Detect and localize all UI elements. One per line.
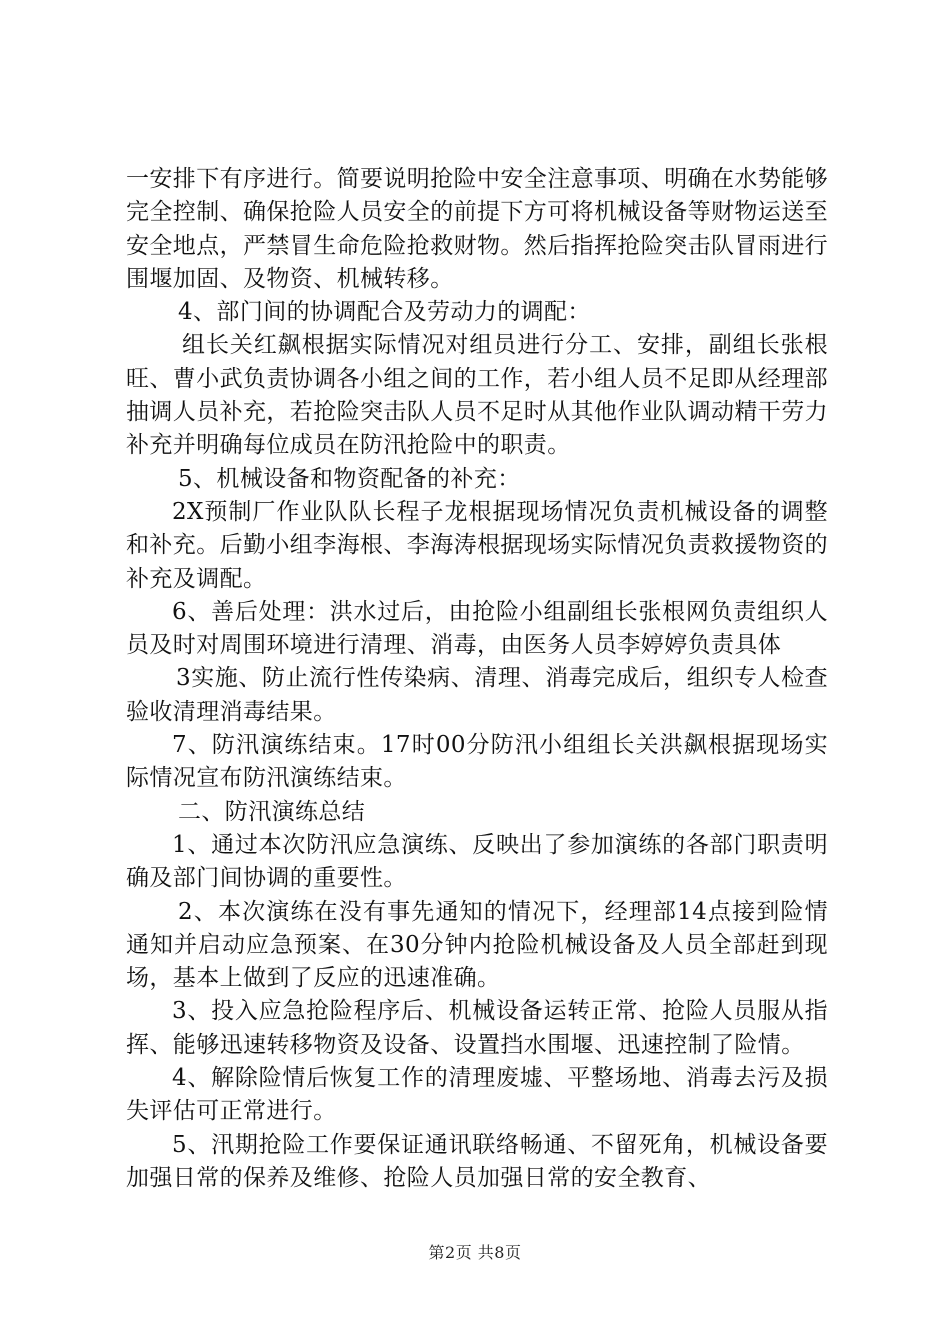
- paragraph-equipment: 2X预制厂作业队队长程子龙根据现场情况负责机械设备的调整和补充。后勤小组李海根、李海涛根据现场实际情况负责救援物资的补充及调配。: [126, 498, 828, 592]
- heading-equipment: 5、机械设备和物资配备的补充：: [178, 465, 521, 492]
- paragraph-coordination: 组长关红飙根据实际情况对组员进行分工、安排，副组长张根旺、曹小武负责协调各小组之间的工作，若小组人员不足即从经理部抽调人员补充，若抢险突击队人员不足时从其他作业队调动精干劳力补充并明确每位成员在防汛抢险中的职责。: [126, 332, 828, 459]
- paragraph-aftermath: 6、善后处理：洪水过后，由抢险小组副组长张根网负责组织人员及时对周围环境进行清理、消毒，由医务人员李婷婷负责具体: [126, 598, 828, 659]
- paragraph-drill-end: 7、防汛演练结束。17时00分防汛小组组长关洪飙根据现场实际情况宣布防汛演练结束。: [126, 732, 828, 792]
- heading-coordination: 4、部门间的协调配合及劳动力的调配：: [178, 299, 591, 326]
- heading-summary: 二、防汛演练总结: [178, 798, 366, 825]
- paragraph-continuation: 一安排下有序进行。简要说明抢险中安全注意事项、明确在水势能够完全控制、确保抢险人员安全的前提下方可将机械设备等财物运送至安全地点，严禁冒生命危险抢救财物。然后指挥抢险突击队冒雨进行围堰加固、及物资、机械转移。: [126, 166, 828, 292]
- summary-item-1: 1、通过本次防汛应急演练、反映出了参加演练的各部门职责明确及部门间协调的重要性。: [126, 831, 828, 892]
- paragraph-implementation: 3实施、防止流行性传染病、清理、消毒完成后，组织专人检查验收清理消毒结果。: [126, 665, 828, 725]
- document-body: [126, 163, 828, 1195]
- summary-item-4: 4、解除险情后恢复工作的清理废墟、平整场地、消毒去污及损失评估可正常进行。: [126, 1065, 828, 1125]
- page-number-footer: 第2页 共8页: [428, 1243, 522, 1262]
- summary-item-2: 2、本次演练在没有事先通知的情况下，经理部14点接到险情通知并启动应急预案、在30分钟内抢险机械设备及人员全部赶到现场，基本上做到了反应的迅速准确。: [126, 898, 828, 992]
- summary-item-5: 5、汛期抢险工作要保证通讯联络畅通、不留死角，机械设备要加强日常的保养及维修、抢险人员加强日常的安全教育、: [126, 1131, 828, 1191]
- summary-item-3: 3、投入应急抢险程序后、机械设备运转正常、抢险人员服从指挥、能够迅速转移物资及设备、设置挡水围堰、迅速控制了险情。: [126, 998, 828, 1058]
